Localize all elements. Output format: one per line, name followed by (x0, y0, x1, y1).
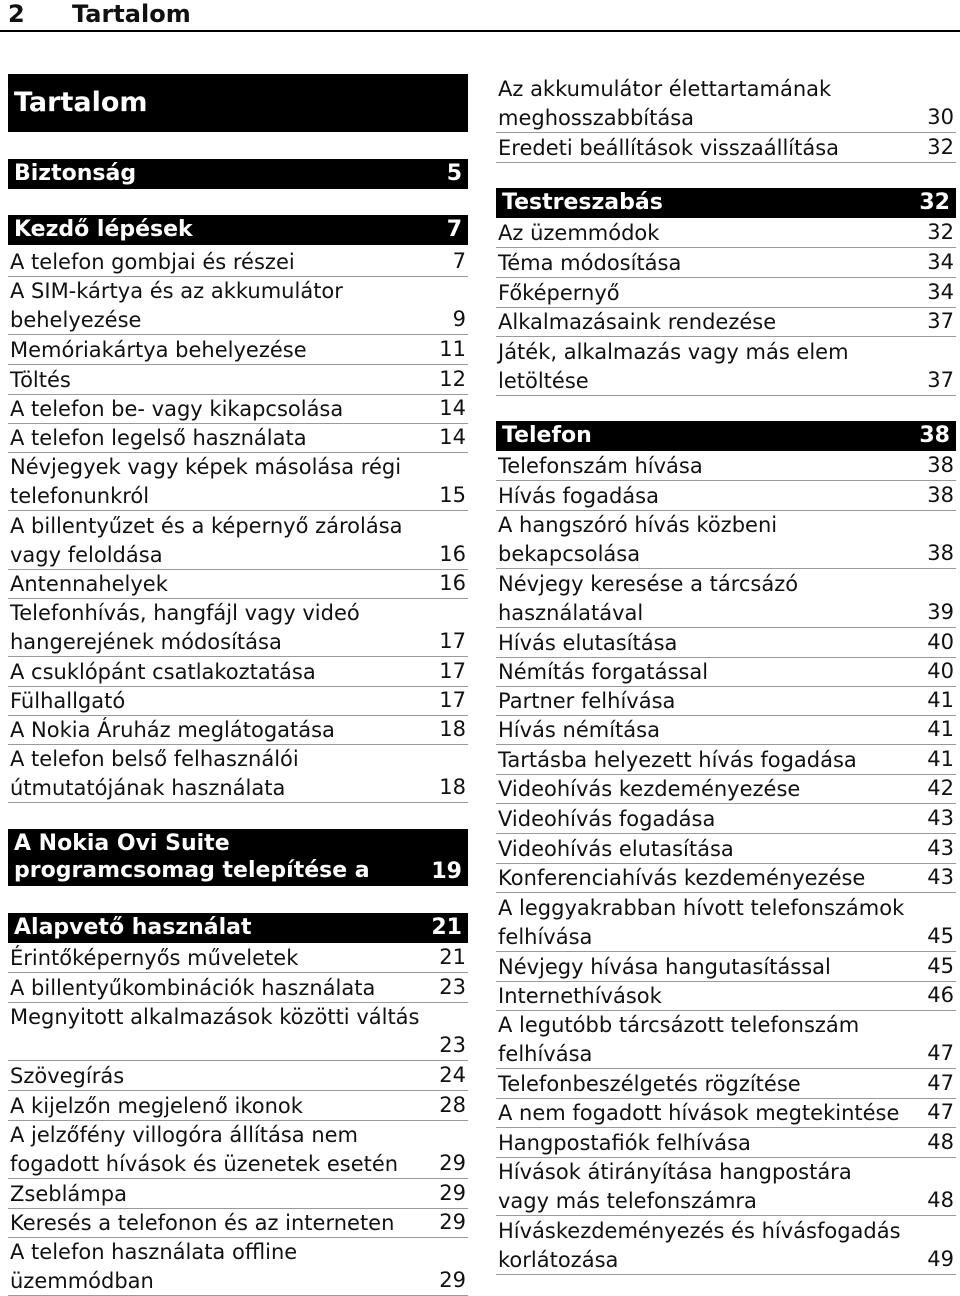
toc-entry-title: Hangpostafiók felhívása (498, 1131, 751, 1155)
toc-entry-page-number: 18 (439, 775, 466, 799)
toc-entry-page-number: 32 (919, 190, 950, 215)
toc-entry-tema-modositasa[interactable] (496, 249, 956, 278)
toc-entry-title: Antennahelyek (10, 572, 168, 596)
toc-entry-page-number: 5 (446, 161, 462, 186)
toc-entry-page-number: 32 (927, 220, 954, 244)
page-header (0, 0, 960, 32)
toc-entry-kereses-a-telefonon-es-az-interneten[interactable] (8, 1209, 468, 1238)
page-number: 2 (8, 0, 25, 28)
toc-entry-page-number: 47 (927, 1100, 954, 1124)
toc-entry-page-number: 29 (439, 1181, 466, 1205)
toc-entry-title: Videohívás elutasítása (498, 837, 734, 861)
toc-entry-title: A kijelzőn megjelenő ikonok (10, 1094, 303, 1118)
toc-entry-title: Hívás elutasítása (498, 631, 678, 655)
toc-entry-fokepernyo[interactable] (496, 279, 956, 308)
toc-entry-page-number: 39 (927, 600, 954, 624)
toc-entry-page-number: 29 (439, 1210, 466, 1234)
toc-entry-a-kijelzon-megjeleno-ikonok[interactable] (8, 1092, 468, 1121)
toc-entry-page-number: 45 (927, 924, 954, 948)
toc-entry-page-number: 7 (446, 217, 462, 242)
toc-entry-page-number: 43 (927, 865, 954, 889)
toc-entry-jatek-alkalmazas-vagy-mas-elem-letoltese[interactable] (496, 338, 956, 396)
toc-entry-title: A Nokia Áruház meglátogatása (10, 718, 335, 742)
toc-entry-title: Memóriakártya behelyezése (10, 338, 307, 362)
toc-entry-telefonbeszelgetes-rogzitese[interactable] (496, 1070, 956, 1099)
toc-entry-title: A SIM-kártya és az akkumulátor behelyezése (10, 279, 343, 332)
toc-entry-page-number: 29 (439, 1268, 466, 1292)
toc-entry-title: Tartásba helyezett hívás fogadása (498, 748, 857, 772)
toc-entry-page-number: 47 (927, 1041, 954, 1065)
toc-entry-page-number: 32 (927, 135, 954, 159)
toc-entry-page-number: 37 (927, 368, 954, 392)
toc-entry-szovegiras[interactable] (8, 1062, 468, 1091)
toc-entry-title: A csuklópánt csatlakoztatása (10, 660, 316, 684)
toc-entry-antennahelyek[interactable] (8, 570, 468, 599)
toc-entry-title: Eredeti beállítások visszaállítása (498, 136, 840, 160)
toc-entry-page-number: 43 (927, 806, 954, 830)
toc-entry-title: A nem fogadott hívások megtekintése (498, 1101, 900, 1125)
toc-entry-title: Alapvető használat (14, 915, 252, 940)
toc-entry-a-telefon-be-vagy-kikapcsolasa[interactable] (8, 395, 468, 424)
toc-entry-page-number: 30 (927, 105, 954, 129)
toc-entry-title: Hívások átirányítása hangpostára vagy más telefonszámra (498, 1160, 852, 1213)
toc-entry-title: Internethívások (498, 984, 662, 1008)
toc-entry-page-number: 14 (439, 396, 466, 420)
toc-entry-az-uzemmodok[interactable] (496, 219, 956, 248)
toc-entry-page-number: 29 (439, 1151, 466, 1175)
toc-entry-a-leggyakrabban-hivott-telefonszamok-fel[interactable] (496, 894, 956, 952)
toc-entry-title: Telefon (502, 423, 592, 448)
toc-entry-page-number: 40 (927, 630, 954, 654)
toc-entry-page-number: 41 (927, 688, 954, 712)
toc-section-a-nokia-ovi-suite-programcsomag-telepite[interactable] (8, 829, 468, 910)
toc-entry-title: Az üzemmódok (498, 221, 660, 245)
toc-entry-title: Hívás fogadása (498, 484, 659, 508)
toc-entry-title: Főképernyő (498, 281, 620, 305)
toc-entry-a-nokia-aruhaz-meglatogatasa[interactable] (8, 716, 468, 745)
toc-entry-a-billentyuzet-es-a-kepernyo-zarolasa-va[interactable] (8, 512, 468, 570)
toc-entry-hivas-nemitasa[interactable] (496, 716, 956, 745)
toc-entry-title: Fülhallgató (10, 689, 126, 713)
toc-entry-a-jelzofeny-villogora-allitasa-nem-fogad[interactable] (8, 1121, 468, 1179)
toc-entry-page-number: 23 (439, 975, 466, 999)
toc-entry-title: A telefon legelső használata (10, 426, 307, 450)
toc-entry-page-number: 34 (927, 280, 954, 304)
toc-entry-page-number: 28 (439, 1093, 466, 1117)
toc-entry-title: Játék, alkalmazás vagy más elem letöltése (498, 340, 849, 393)
toc-entry-hivas-fogadasa[interactable] (496, 482, 956, 511)
toc-entry-title: Videohívás kezdeményezése (498, 777, 801, 801)
toc-entry-page-number: 43 (927, 836, 954, 860)
toc-entry-title: Zseblámpa (10, 1182, 127, 1206)
toc-entry-hivasok-atiranyitasa-hangpostara-vagy-ma[interactable] (496, 1158, 956, 1216)
toc-entry-title: Téma módosítása (498, 251, 682, 275)
toc-entry-videohivas-elutasitasa[interactable] (496, 835, 956, 864)
toc-entry-a-hangszoro-hivas-kozbeni-bekapcsolasa[interactable] (496, 511, 956, 569)
toc-section-telefon[interactable] (496, 421, 956, 451)
toc-entry-title: Testreszabás (502, 190, 663, 215)
toc-entry-title: Biztonság (14, 161, 137, 186)
toc-entry-title: Szövegírás (10, 1064, 125, 1088)
toc-entry-title: A jelzőfény villogóra állítása nem fogadott hívások és üzenetek esetén (10, 1123, 399, 1176)
toc-entry-videohivas-kezdemenyezese[interactable] (496, 775, 956, 804)
toc-entry-fulhallgato[interactable] (8, 687, 468, 716)
toc-entry-a-legutobb-tarcsazott-telefonszam-felhiv[interactable] (496, 1011, 956, 1069)
toc-entry-a-csuklopant-csatlakoztatasa[interactable] (8, 658, 468, 687)
toc-entry-page-number: 16 (439, 571, 466, 595)
toc-entry-a-telefon-hasznalata-offline-uzemmodban[interactable] (8, 1238, 468, 1296)
toc-main-title-text: Tartalom (14, 87, 148, 118)
toc-section-kezdo-lepesek[interactable] (8, 215, 468, 245)
toc-entry-a-sim-kartya-es-az-akkumulator-behelyeze[interactable] (8, 277, 468, 335)
toc-entry-title: Névjegy keresése a tárcsázó használatával (498, 572, 799, 625)
toc-entry-nevjegy-hivasa-hangutasitassal[interactable] (496, 953, 956, 982)
toc-entry-a-telefon-legelso-hasznalata[interactable] (8, 424, 468, 453)
toc-entry-page-number: 7 (452, 249, 466, 273)
toc-entry-memoriakartya-behelyezese[interactable] (8, 336, 468, 365)
toc-entry-title: A telefon gombjai és részei (10, 250, 295, 274)
toc-entry-page-number: 24 (439, 1063, 466, 1087)
toc-entry-a-telefon-gombjai-es-reszei[interactable] (8, 248, 468, 277)
toc-entry-videohivas-fogadasa[interactable] (496, 805, 956, 834)
toc-entry-title: A telefon belső felhasználói útmutatójának használata (10, 747, 299, 800)
toc-entry-page-number: 9 (452, 307, 466, 331)
toc-entry-page-number: 48 (927, 1130, 954, 1154)
toc-entry-title: A Nokia Ovi Suite programcsomag telepítése a számítógépre (14, 831, 370, 910)
toc-entry-title: Az akkumulátor élettartamának meghosszabbítása (498, 77, 832, 130)
toc-entry-title: Megnyitott alkalmazások közötti váltás (10, 1005, 420, 1029)
toc-entry-page-number: 41 (927, 747, 954, 771)
toc-entry-zseblampa[interactable] (8, 1180, 468, 1209)
toc-entry-title: Konferenciahívás kezdeményezése (498, 866, 866, 890)
toc-entry-a-nem-fogadott-hivasok-megtekintese[interactable] (496, 1099, 956, 1128)
toc-entry-page-number: 11 (439, 337, 466, 361)
toc-entry-title: A legutóbb tárcsázott telefonszám felhívása (498, 1013, 860, 1066)
toc-entry-title: Partner felhívása (498, 689, 676, 713)
toc-section-biztonsag[interactable] (8, 159, 468, 189)
toc-entry-page-number: 16 (439, 542, 466, 566)
toc-entry-page-number: 34 (927, 250, 954, 274)
toc-entry-a-billentyukombinaciok-hasznalata[interactable] (8, 974, 468, 1003)
toc-entry-page-number: 46 (927, 983, 954, 1007)
toc-entry-title: Keresés a telefonon és az interneten (10, 1211, 395, 1235)
toc-entry-title: A billentyűkombinációk használata (10, 976, 376, 1000)
toc-entry-nevjegy-keresese-a-tarcsazo-hasznalatava[interactable] (496, 570, 956, 628)
toc-entry-title: Érintőképernyős műveletek (10, 946, 299, 970)
toc-entry-title: Telefonbeszélgetés rögzítése (498, 1072, 801, 1096)
toc-entry-title: Névjegyek vagy képek másolása régi telefonunkról (10, 455, 402, 508)
toc-entry-page-number: 17 (439, 659, 466, 683)
toc-entry-page-number: 18 (439, 717, 466, 741)
toc-entry-page-number: 38 (927, 541, 954, 565)
toc-entry-title: Híváskezdeményezés és hívásfogadás korlátozása (498, 1219, 901, 1272)
toc-entry-page-number: 23 (439, 1033, 466, 1057)
toc-entry-page-number: 47 (927, 1071, 954, 1095)
toc-entry-title: A telefon be- vagy kikapcsolása (10, 397, 344, 421)
toc-main-title (8, 74, 468, 132)
toc-entry-tartasba-helyezett-hivas-fogadasa[interactable] (496, 746, 956, 775)
toc-entry-page-number: 21 (431, 915, 462, 940)
toc-entry-hivaskezdemenyezes-es-hivasfogadas-korla[interactable] (496, 1217, 956, 1275)
toc-entry-title: Némítás forgatással (498, 660, 709, 684)
toc-entry-page-number: 14 (439, 425, 466, 449)
toc-entry-page-number: 40 (927, 659, 954, 683)
toc-entry-internethivasok[interactable] (496, 982, 956, 1011)
toc-entry-page-number: 42 (927, 776, 954, 800)
toc-entry-telefonszam-hivasa[interactable] (496, 452, 956, 481)
toc-entry-title: Telefonhívás, hangfájl vagy videó hangerejének módosítása (10, 601, 360, 654)
toc-entry-alkalmazasaink-rendezese[interactable] (496, 308, 956, 337)
toc-entry-title: Névjegy hívása hangutasítással (498, 955, 831, 979)
toc-entry-title: Alkalmazásaink rendezése (498, 310, 777, 334)
toc-entry-page-number: 38 (927, 483, 954, 507)
toc-entry-page-number: 49 (927, 1247, 954, 1271)
toc-entry-erintokepernyos-muveletek[interactable] (8, 944, 468, 973)
toc-entry-eredeti-beallitasok-visszaallitasa[interactable] (496, 134, 956, 163)
toc-entry-title: Hívás némítása (498, 718, 660, 742)
toc-entry-page-number: 41 (927, 717, 954, 741)
toc-entry-page-number: 17 (439, 688, 466, 712)
toc-entry-page-number: 48 (927, 1188, 954, 1212)
toc-entry-az-akkumulator-elettartamanak-meghosszab[interactable] (496, 75, 956, 133)
toc-entry-title: Kezdő lépések (14, 217, 193, 242)
toc-entry-title: A telefon használata offline üzemmódban (10, 1240, 298, 1293)
toc-entry-title: Telefonszám hívása (498, 454, 703, 478)
toc-entry-konferenciahivas-kezdemenyezese[interactable] (496, 864, 956, 893)
toc-entry-a-telefon-belso-felhasznaloi-utmutatojan[interactable] (8, 745, 468, 803)
toc-entry-partner-felhivasa[interactable] (496, 687, 956, 716)
toc-entry-page-number: 38 (927, 453, 954, 477)
toc-entry-title: A leggyakrabban hívott telefonszámok felhívása (498, 896, 905, 949)
toc-entry-nevjegyek-vagy-kepek-masolasa-regi-telef[interactable] (8, 453, 468, 511)
toc-entry-megnyitott-alkalmazasok-kozotti-valtas[interactable] (8, 1003, 468, 1061)
toc-entry-page-number: 45 (927, 954, 954, 978)
toc-entry-page-number: 17 (439, 629, 466, 653)
toc-entry-page-number: 15 (439, 483, 466, 507)
toc-entry-hivas-elutasitasa[interactable] (496, 629, 956, 658)
toc-entry-page-number: 38 (919, 423, 950, 448)
toc-entry-page-number: 37 (927, 309, 954, 333)
toc-entry-page-number: 19 (431, 859, 462, 884)
toc-section-alapveto-hasznalat[interactable] (8, 913, 468, 943)
toc-entry-page-number: 12 (439, 367, 466, 391)
toc-section-testreszabas[interactable] (496, 188, 956, 218)
toc-entry-title: A billentyűzet és a képernyő zárolása vagy feloldása (10, 514, 403, 567)
toc-entry-telefonhivas-hangfajl-vagy-video-hangere[interactable] (8, 599, 468, 657)
page-header-title: Tartalom (72, 0, 191, 28)
toc-entry-title: Videohívás fogadása (498, 807, 716, 831)
toc-entry-title: A hangszóró hívás közbeni bekapcsolása (498, 513, 778, 566)
toc-entry-page-number: 21 (439, 945, 466, 969)
toc-entry-nemitas-forgatassal[interactable] (496, 658, 956, 687)
toc-entry-hangpostafiok-felhivasa[interactable] (496, 1129, 956, 1158)
toc-entry-title: Töltés (10, 368, 71, 392)
toc-entry-toltes[interactable] (8, 366, 468, 395)
